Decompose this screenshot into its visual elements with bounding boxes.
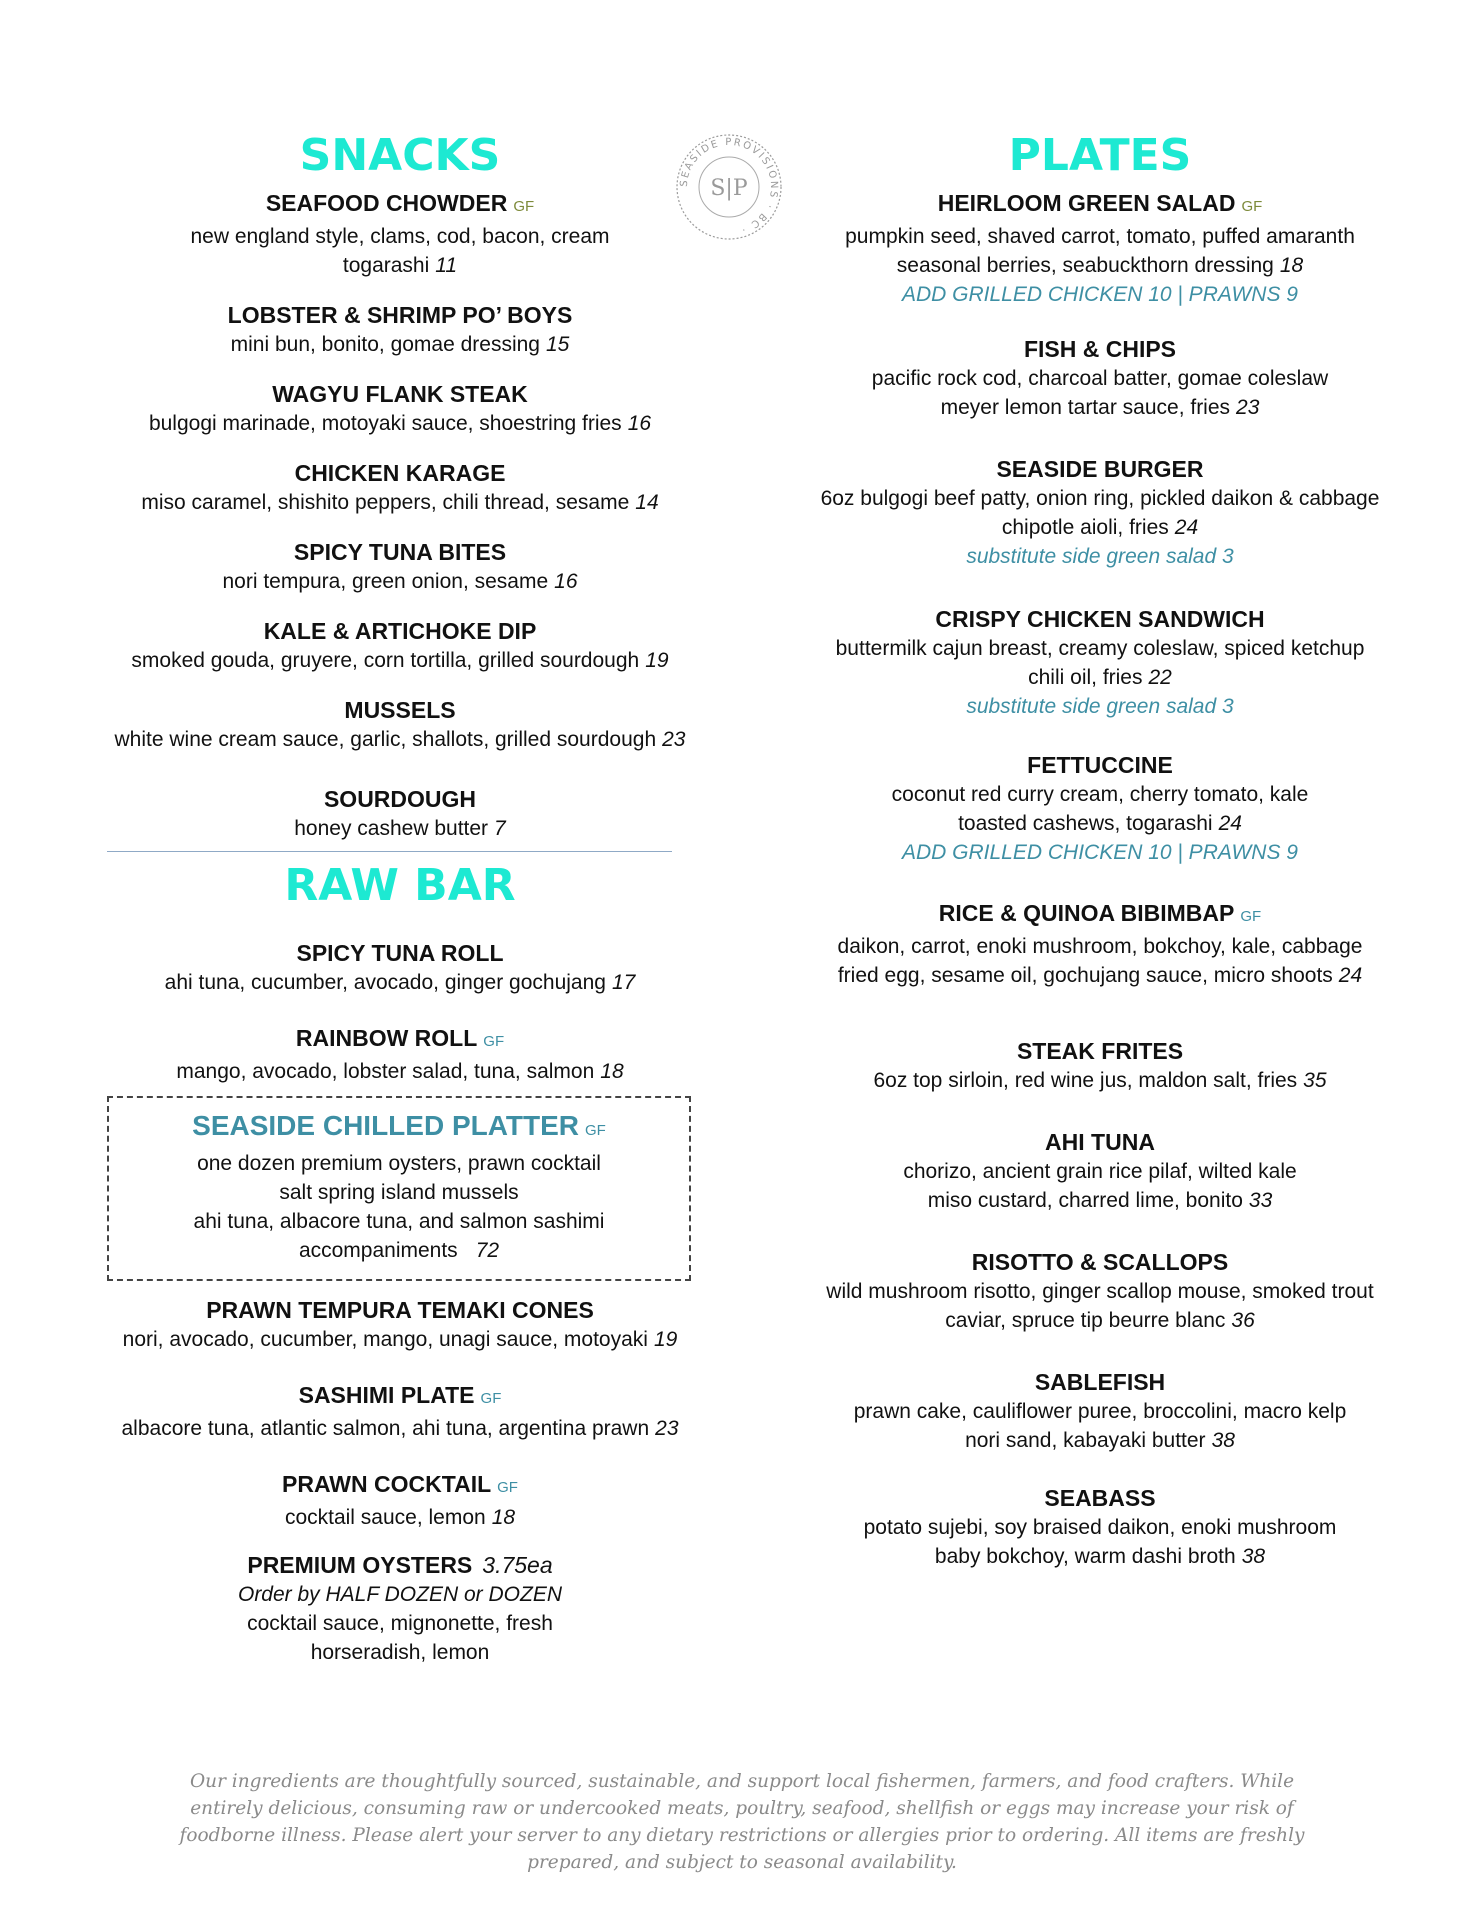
description-text: cocktail sauce, lemon <box>284 1506 486 1529</box>
add-on-option: substitute side green salad 3 <box>966 545 1234 568</box>
item-description-line <box>90 1057 710 1086</box>
platter-description <box>109 1149 689 1265</box>
item-description-line <box>790 809 1410 838</box>
description-text: seasonal berries, seabuckthorn dressing <box>896 254 1274 277</box>
item-name: SEASIDE BURGER <box>996 456 1204 482</box>
item-name-line <box>790 1127 1410 1157</box>
item-name-line <box>90 1469 710 1503</box>
item-description-line <box>790 1542 1410 1571</box>
item-description-line <box>90 567 710 596</box>
item-description-line <box>790 961 1410 990</box>
gf-tag: GF <box>1241 198 1263 215</box>
item-description-line <box>790 484 1410 513</box>
section-title-snacks: SNACKS <box>299 130 501 181</box>
description-text: bulgogi marinade, motoyaki sauce, shoestring fries <box>148 412 622 435</box>
item-name-line <box>790 1367 1410 1397</box>
item-description-line <box>90 488 710 517</box>
item-name: PREMIUM OYSTERS <box>247 1552 473 1578</box>
description-text: white wine cream sauce, garlic, shallots, grilled sourdough <box>114 728 657 751</box>
item-name: KALE & ARTICHOKE DIP <box>263 618 537 644</box>
description-text: chipotle aioli, fries <box>1001 516 1169 539</box>
description-text: 6oz top sirloin, red wine jus, maldon salt, fries <box>873 1069 1298 1092</box>
item-name-line <box>90 1023 710 1057</box>
item-description-line <box>90 968 710 997</box>
item-name-line <box>90 695 710 725</box>
allergy-disclaimer: Our ingredients are thoughtfully sourced, sustainable, and support local fishermen, farmers, and food crafters. While entirely delicious, consuming raw or undercooked meats, poultry, seafood, shellfish or eggs may increase your risk of foodborne illness. Please alert your server to any dietary restrictions or allergies prior to ordering. All items are freshly prepared, and subject to seasonal availability. <box>179 1771 1305 1873</box>
item-description-line <box>790 932 1410 961</box>
menu-item <box>790 1036 1410 1095</box>
item-name-line <box>90 1550 710 1580</box>
item-name: AHI TUNA <box>1045 1129 1155 1155</box>
item-description-line <box>790 513 1410 542</box>
add-on-option: ADD GRILLED CHICKEN 10 | PRAWNS 9 <box>901 841 1298 864</box>
gf-tag: GF <box>585 1122 606 1139</box>
description-text: new england style, clams, cod, bacon, cream <box>190 225 610 248</box>
menu-item <box>90 695 710 754</box>
plates-list <box>790 188 1410 1571</box>
item-description-line <box>790 1157 1410 1186</box>
description-text: togarashi <box>342 254 430 277</box>
item-price: 22 <box>1148 666 1172 689</box>
description-text: mini bun, bonito, gomae dressing <box>230 333 540 356</box>
description-text: mango, avocado, lobster salad, tuna, salmon <box>176 1060 595 1083</box>
item-name-line <box>790 898 1410 932</box>
item-price: 38 <box>1211 1429 1235 1452</box>
item-name: RISOTTO & SCALLOPS <box>971 1249 1229 1275</box>
description-text: fried egg, sesame oil, gochujang sauce, micro shoots <box>837 964 1333 987</box>
menu-item <box>90 458 710 517</box>
raw-bar-list <box>90 938 710 1086</box>
description-text: miso caramel, shishito peppers, chili thread, sesame <box>141 491 630 514</box>
description-text: albacore tuna, atlantic salmon, ahi tuna, argentina prawn <box>121 1417 650 1440</box>
item-price: 24 <box>1218 812 1242 835</box>
item-name-line <box>90 616 710 646</box>
item-description-line <box>790 663 1410 692</box>
item-price: 11 <box>435 254 458 277</box>
item-name: RAINBOW ROLL <box>295 1025 478 1051</box>
menu-item <box>790 1127 1410 1215</box>
item-price: 18 <box>491 1506 516 1529</box>
item-price: 14 <box>635 491 659 514</box>
menu-item <box>790 604 1410 722</box>
description-text: smoked gouda, gruyere, corn tortilla, grilled sourdough <box>131 649 640 672</box>
raw-bar-list-continued <box>90 1295 710 1532</box>
description-text: prawn cake, cauliflower puree, broccolini, macro kelp <box>853 1400 1347 1423</box>
description-text: one dozen premium oysters, prawn cocktail <box>197 1152 601 1175</box>
menu-item <box>790 1483 1410 1571</box>
description-text: coconut red curry cream, cherry tomato, kale <box>891 783 1309 806</box>
item-name: CRISPY CHICKEN SANDWICH <box>935 606 1265 632</box>
item-description-line <box>90 409 710 438</box>
item-name: MUSSELS <box>344 697 456 723</box>
item-price: 23 <box>662 728 686 751</box>
description-text: chorizo, ancient grain rice pilaf, wilted kale <box>903 1160 1297 1183</box>
menu-item <box>790 454 1410 572</box>
item-name: SOURDOUGH <box>323 786 477 812</box>
chilled-platter-box <box>107 1096 691 1281</box>
item-description-line <box>790 222 1410 251</box>
item-description-line <box>790 251 1410 280</box>
platter-line <box>109 1178 689 1207</box>
item-price: 16 <box>554 570 578 593</box>
menu-item <box>790 334 1410 422</box>
right-column <box>790 130 1410 1571</box>
left-column <box>90 130 710 1667</box>
item-description-line <box>90 330 710 359</box>
item-name-line <box>90 1380 710 1414</box>
item-description-line <box>790 393 1410 422</box>
description-text: miso custard, charred lime, bonito <box>927 1189 1243 1212</box>
item-price: 24 <box>1174 516 1199 539</box>
menu-item <box>90 616 710 675</box>
description-text: ahi tuna, cucumber, avocado, ginger gochujang <box>164 971 606 994</box>
item-price: 24 <box>1338 964 1363 987</box>
description-text: baby bokchoy, warm dashi broth <box>934 1545 1236 1568</box>
item-description-line <box>790 364 1410 393</box>
description-text: daikon, carrot, enoki mushroom, bokchoy, kale, cabbage <box>837 935 1363 958</box>
description-text: buttermilk cajun breast, creamy coleslaw, spiced ketchup <box>835 637 1365 660</box>
item-name-line <box>790 334 1410 364</box>
item-price: 17 <box>611 971 636 994</box>
add-on-option: ADD GRILLED CHICKEN 10 | PRAWNS 9 <box>901 283 1298 306</box>
item-price: 15 <box>546 333 570 356</box>
item-description-line <box>90 1325 710 1354</box>
item-name-line <box>90 938 710 968</box>
add-on-option: substitute side green salad 3 <box>966 695 1234 718</box>
description-text: pacific rock cod, charcoal batter, gomae coleslaw <box>871 367 1329 390</box>
gf-tag: GF <box>480 1390 502 1407</box>
item-description-line <box>790 1186 1410 1215</box>
description-text: meyer lemon tartar sauce, fries <box>940 396 1231 419</box>
item-price: 38 <box>1241 1545 1266 1568</box>
item-price: 18 <box>600 1060 624 1083</box>
description-text: ahi tuna, albacore tuna, and salmon sashimi <box>193 1210 605 1233</box>
gf-tag: GF <box>497 1479 518 1496</box>
description-text: chili oil, fries <box>1028 666 1143 689</box>
item-price-each: 3.75ea <box>482 1552 553 1578</box>
menu-item <box>790 188 1410 310</box>
item-price: 18 <box>1279 254 1304 277</box>
item-description-line <box>790 1306 1410 1335</box>
item-name: PRAWN TEMPURA TEMAKI CONES <box>206 1297 594 1323</box>
item-name-line <box>790 1247 1410 1277</box>
item-description-line <box>90 814 710 843</box>
section-title-raw-bar: RAW BAR <box>284 860 516 911</box>
item-price: 19 <box>645 649 669 672</box>
section-divider <box>107 851 672 852</box>
item-price: 23 <box>1236 396 1260 419</box>
item-description-line <box>790 634 1410 663</box>
menu-item <box>790 1367 1410 1455</box>
item-description-line: cocktail sauce, mignonette, fresh <box>247 1612 553 1635</box>
snacks-list <box>90 188 710 843</box>
item-price: 23 <box>655 1417 679 1440</box>
menu-item <box>90 784 710 843</box>
description-text: 6oz bulgogi beef patty, onion ring, pickled daikon & cabbage <box>820 487 1380 510</box>
item-name: SPICY TUNA BITES <box>293 539 507 565</box>
item-price: 33 <box>1248 1189 1273 1212</box>
gf-tag: GF <box>483 1033 505 1050</box>
menu-item <box>90 938 710 997</box>
item-description-line <box>90 251 710 280</box>
item-name: PRAWN COCKTAIL <box>282 1471 492 1497</box>
description-text: salt spring island mussels <box>279 1181 519 1204</box>
menu-item <box>790 750 1410 868</box>
item-price: 35 <box>1303 1069 1327 1092</box>
menu-item <box>90 537 710 596</box>
item-description-line <box>90 222 710 251</box>
item-description-line <box>790 1277 1410 1306</box>
platter-line <box>109 1207 689 1236</box>
item-name: HEIRLOOM GREEN SALAD <box>937 190 1236 216</box>
menu-item <box>90 188 710 280</box>
item-name: CHICKEN KARAGE <box>294 460 506 486</box>
item-description-line <box>90 1414 710 1443</box>
item-name: SEAFOOD CHOWDER <box>265 190 508 216</box>
item-name-line <box>790 750 1410 780</box>
section-title-plates: PLATES <box>1008 130 1192 181</box>
item-description-line <box>790 1513 1410 1542</box>
item-name: SABLEFISH <box>1034 1369 1166 1395</box>
menu-item <box>790 898 1410 990</box>
platter-name-line <box>109 1108 689 1149</box>
item-description <box>90 1609 710 1667</box>
item-description-line <box>90 1503 710 1532</box>
platter-line <box>109 1149 689 1178</box>
item-description-line: horseradish, lemon <box>310 1641 490 1664</box>
description-text: nori, avocado, cucumber, mango, unagi sauce, motoyaki <box>122 1328 648 1351</box>
item-name-line <box>790 188 1410 222</box>
description-text: accompaniments <box>298 1239 458 1262</box>
item-name: SASHIMI PLATE <box>298 1382 475 1408</box>
item-name-line <box>90 784 710 814</box>
platter-line <box>109 1236 689 1265</box>
item-name-line <box>90 379 710 409</box>
description-text: nori sand, kabayaki butter <box>965 1429 1206 1452</box>
item-price: 16 <box>627 412 652 435</box>
gf-tag: GF <box>513 198 535 215</box>
item-name: SEABASS <box>1044 1485 1156 1511</box>
item-price: 72 <box>475 1239 500 1262</box>
menu-item <box>90 1295 710 1354</box>
description-text: honey cashew butter <box>294 817 489 840</box>
menu-item-premium-oysters <box>90 1550 710 1667</box>
item-description-line <box>790 1426 1410 1455</box>
gf-tag: GF <box>1240 908 1262 925</box>
description-text: caviar, spruce tip beurre blanc <box>945 1309 1226 1332</box>
item-name: STEAK FRITES <box>1016 1038 1184 1064</box>
logo-ring-text: SEASIDE PROVISIONS · BC · <box>678 136 780 236</box>
description-text: nori tempura, green onion, sesame <box>222 570 549 593</box>
description-text: pumpkin seed, shaved carrot, tomato, puffed amaranth <box>845 225 1355 248</box>
description-text: toasted cashews, togarashi <box>958 812 1213 835</box>
item-name: FETTUCCINE <box>1027 752 1173 778</box>
item-name: RICE & QUINOA BIBIMBAP <box>938 900 1235 926</box>
item-name-line <box>90 458 710 488</box>
item-name: SPICY TUNA ROLL <box>296 940 504 966</box>
item-description-line <box>790 1397 1410 1426</box>
item-description-line <box>90 725 710 754</box>
item-name-line <box>790 1483 1410 1513</box>
item-name-line <box>790 1036 1410 1066</box>
item-name-line <box>90 188 710 222</box>
platter-name: SEASIDE CHILLED PLATTER <box>192 1110 579 1141</box>
logo-monogram: S|P <box>710 176 748 201</box>
item-name-line <box>90 1295 710 1325</box>
item-name-line <box>90 537 710 567</box>
item-name: FISH & CHIPS <box>1023 336 1177 362</box>
item-price: 36 <box>1231 1309 1255 1332</box>
menu-item <box>90 379 710 438</box>
menu-item <box>90 1469 710 1532</box>
item-description-line <box>790 780 1410 809</box>
menu-item <box>90 1380 710 1443</box>
item-price: 19 <box>653 1328 678 1351</box>
menu-item <box>90 300 710 359</box>
order-note: Order by HALF DOZEN or DOZEN <box>237 1583 562 1606</box>
menu-item <box>790 1247 1410 1335</box>
item-name-line <box>90 300 710 330</box>
item-name-line <box>790 604 1410 634</box>
item-description-line <box>790 1066 1410 1095</box>
item-description-line <box>90 646 710 675</box>
description-text: potato sujebi, soy braised daikon, enoki mushroom <box>863 1516 1337 1539</box>
item-name: LOBSTER & SHRIMP PO’ BOYS <box>227 302 573 328</box>
menu-item <box>90 1023 710 1086</box>
item-name-line <box>790 454 1410 484</box>
item-price: 7 <box>494 817 506 840</box>
item-name: WAGYU FLANK STEAK <box>272 381 528 407</box>
description-text: wild mushroom risotto, ginger scallop mouse, smoked trout <box>826 1280 1374 1303</box>
